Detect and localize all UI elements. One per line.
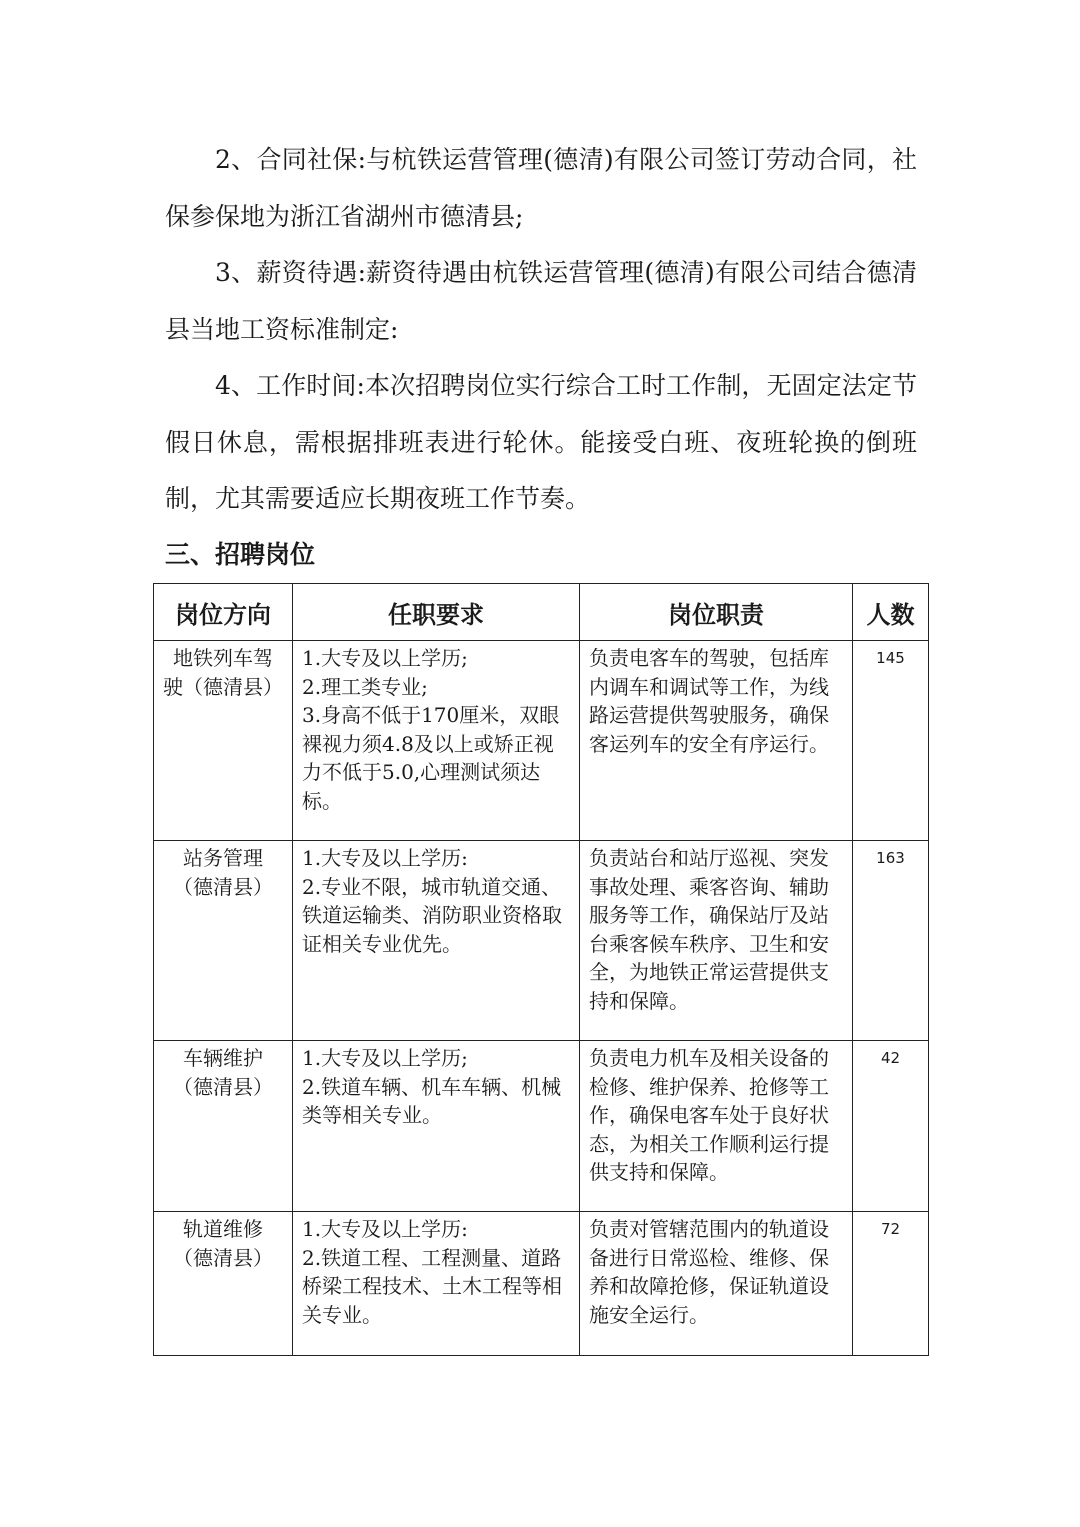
table-row [154,1212,929,1356]
cell-position: 站务管理 （德清县） [154,841,293,1041]
cell-position: 地铁列车驾 驶（德清县） [154,641,293,841]
header-duties: 岗位职责 [580,584,853,641]
header-count: 人数 [853,584,929,641]
cell-requirements: 1.大专及以上学历; 2.铁道车辆、机车车辆、机械类等相关专业。 [293,1041,580,1212]
cell-requirements: 1.大专及以上学历; 2.理工类专业; 3.身高不低于170厘米，双眼裸视力须4.8及以上或矫正视力不低于5.0,心理测试须达标。 [293,641,580,841]
positions-table [153,583,929,1356]
cell-count: 145 [853,641,929,841]
table-row [154,841,929,1041]
cell-duties: 负责电力机车及相关设备的检修、维护保养、抢修等工作，确保电客车处于良好状态，为相关工作顺利运行提供支持和保障。 [580,1041,853,1212]
cell-count: 72 [853,1212,929,1356]
cell-duties: 负责电客车的驾驶，包括库内调车和调试等工作，为线路运营提供驾驶服务，确保客运列车的安全有序运行。 [580,641,853,841]
paragraph-working-hours: 4、工作时间:本次招聘岗位实行综合工时工作制，无固定法定节假日休息，需根据排班表进行轮休。能接受白班、夜班轮换的倒班制，尤其需要适应长期夜班工作节奏。 [165,371,917,513]
cell-count: 42 [853,1041,929,1212]
section-title-positions: 三、招聘岗位 [165,540,316,569]
cell-position: 轨道维修 （德清县） [154,1212,293,1356]
paragraph-salary: 3、薪资待遇:薪资待遇由杭铁运营管理(德清)有限公司结合德清县当地工资标准制定: [165,258,917,344]
paragraph-contract-social-insurance: 2、合同社保:与杭铁运营管理(德清)有限公司签订劳动合同，社保参保地为浙江省湖州市德清县; [165,145,917,231]
header-requirements: 任职要求 [293,584,580,641]
cell-requirements: 1.大专及以上学历: 2.铁道工程、工程测量、道路桥梁工程技术、土木工程等相关专业。 [293,1212,580,1356]
table-row [154,1041,929,1212]
table-header-row [154,584,929,641]
cell-duties: 负责站台和站厅巡视、突发事故处理、乘客咨询、辅助服务等工作，确保站厅及站台乘客候车秩序、卫生和安全，为地铁正常运营提供支持和保障。 [580,841,853,1041]
table-row [154,641,929,841]
cell-count: 163 [853,841,929,1041]
cell-requirements: 1.大专及以上学历: 2.专业不限，城市轨道交通、铁道运输类、消防职业资格取证相关专业优先。 [293,841,580,1041]
cell-position: 车辆维护 （德清县） [154,1041,293,1212]
header-position: 岗位方向 [154,584,293,641]
cell-duties: 负责对管辖范围内的轨道设备进行日常巡检、维修、保养和故障抢修，保证轨道设施安全运行。 [580,1212,853,1356]
